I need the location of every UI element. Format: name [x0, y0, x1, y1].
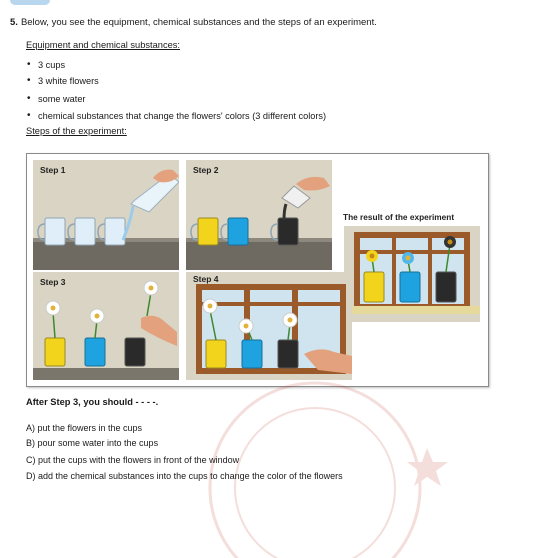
seal-watermark: [165, 378, 455, 558]
question-text: [10, 17, 377, 28]
step3-label: Step 3: [40, 277, 66, 287]
question-body: Below, you see the equipment, chemical substances and the steps of an experiment.: [20, 17, 377, 28]
option-a[interactable]: A) put the flowers in the cups: [26, 423, 143, 433]
option-d[interactable]: D) add the chemical substances into the cups to change the color of the flowers: [26, 471, 343, 481]
step2-panel: [186, 160, 332, 270]
option-b[interactable]: B) pour some water into the cups: [26, 438, 159, 448]
step1-label: Step 1: [40, 165, 66, 175]
step1-panel: [33, 160, 179, 270]
list-item: • 3 cups: [38, 60, 65, 70]
result-illustration: [340, 210, 480, 322]
question-number: 5.: [10, 17, 18, 28]
step4-panel: [186, 272, 352, 380]
step1-illustration: [33, 160, 179, 270]
result-label: The result of the experiment: [343, 212, 455, 222]
step3-panel: [33, 272, 179, 380]
header-tab: [10, 0, 50, 5]
option-c[interactable]: C) put the cups with the flowers in front of the window: [26, 455, 240, 465]
step4-label: Step 4: [193, 274, 219, 284]
equipment-heading: Equipment and chemical substances:: [26, 40, 181, 50]
step2-label: Step 2: [193, 165, 219, 175]
result-panel: [340, 210, 480, 322]
step3-illustration: [33, 272, 179, 380]
steps-heading: Steps of the experiment:: [26, 126, 127, 136]
list-item: • 3 white flowers: [38, 76, 99, 86]
experiment-figure: [26, 153, 489, 387]
question-prompt: After Step 3, you should - - - -.: [26, 397, 159, 407]
list-item: • chemical substances that change the flowers' colors (3 different colors): [38, 111, 326, 121]
list-item: • some water: [38, 94, 86, 104]
step4-illustration: [186, 272, 352, 380]
step2-illustration: [186, 160, 332, 270]
